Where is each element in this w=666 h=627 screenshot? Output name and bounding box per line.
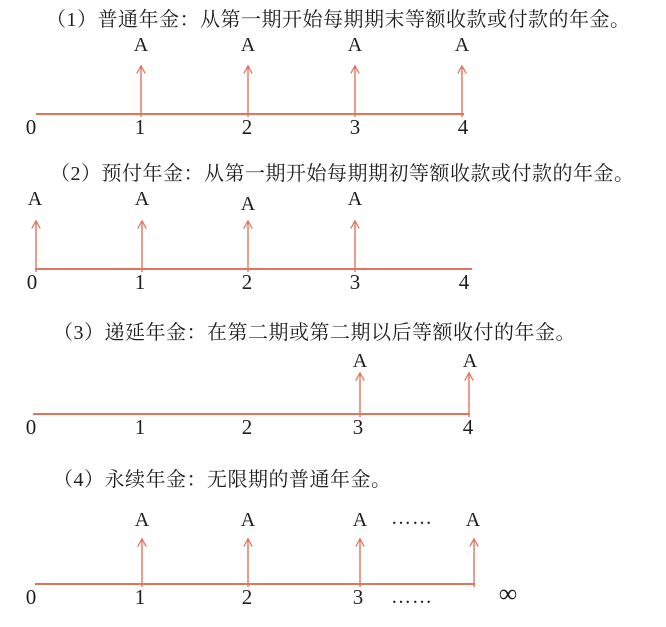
amount-label: A [134,188,150,210]
axis-tick-label: 3 [349,270,361,294]
cashflow-arrow [135,537,149,587]
ellipsis-label: …… [391,586,433,608]
ellipsis-label: …… [391,507,433,529]
axis-tick-label: 4 [457,115,469,139]
axis-tick-label: 1 [134,270,146,294]
amount-label: A [347,34,363,56]
amount-label: A [133,34,149,56]
heading-annuity-due: （2）预付年金：从第一期开始每期期初等额收款或付款的年金。 [50,163,635,185]
cashflow-arrow [467,537,481,587]
axis-tick-label: 0 [25,585,37,609]
heading-perpetuity: （4）永续年金：无限期的普通年金。 [53,469,392,491]
axis-tick-label: 2 [241,270,253,294]
axis-tick-label: 2 [241,115,253,139]
infinity-symbol: ∞ [498,579,518,608]
axis-tick-label: 1 [134,585,146,609]
amount-label: A [465,509,481,531]
amount-label: A [240,34,256,56]
amount-label: A [454,34,470,56]
amount-label: A [352,350,368,372]
amount-label: A [352,509,368,531]
axis-tick-label: 3 [352,415,364,439]
amount-label: A [462,350,478,372]
amount-label: A [27,188,43,210]
axis-tick-label: 3 [352,585,364,609]
axis-tick-label: 0 [25,115,37,139]
axis-tick-label: 0 [26,270,38,294]
amount-label: A [240,193,256,215]
cashflow-arrow [353,537,367,587]
heading-ordinary-annuity: （1）普通年金：从第一期开始每期期末等额收款或付款的年金。 [46,9,631,31]
axis-tick-label: 3 [349,115,361,139]
axis-tick-label: 2 [241,585,253,609]
axis-tick-label: 1 [134,415,146,439]
heading-deferred-annuity: （3）递延年金：在第二期或第二期以后等额收付的年金。 [53,322,576,344]
amount-label: A [347,188,363,210]
axis-tick-label: 4 [462,415,474,439]
axis-tick-label: 2 [241,415,253,439]
amount-label: A [134,509,150,531]
axis-tick-label: 1 [134,115,146,139]
axis-tick-label: 4 [458,270,470,294]
amount-label: A [240,509,256,531]
cashflow-arrow [241,537,255,587]
axis-tick-label: 0 [25,415,37,439]
